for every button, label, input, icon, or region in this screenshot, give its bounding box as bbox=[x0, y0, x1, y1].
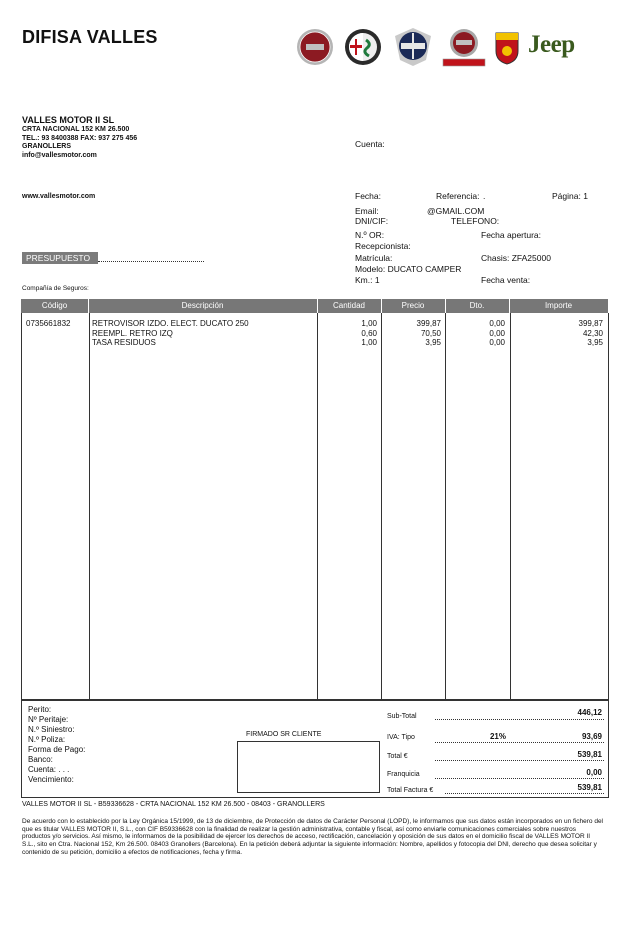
brand-title: DIFISA VALLES bbox=[22, 27, 158, 47]
fiat-professional-logo-icon bbox=[442, 28, 486, 68]
brand-logos bbox=[296, 26, 596, 72]
lancia-logo-icon bbox=[392, 26, 434, 68]
perito-label: Perito: bbox=[28, 705, 52, 714]
company-city: GRANOLLERS bbox=[22, 143, 71, 150]
total-factura-value: 539,81 bbox=[577, 783, 602, 792]
company-address: CRTA NACIONAL 152 KM 26.500 bbox=[22, 126, 130, 133]
pagina-label: Página: 1 bbox=[552, 191, 588, 201]
presupuesto-dotted-line bbox=[98, 261, 204, 262]
modelo-label: Modelo: DUCATO CAMPER bbox=[355, 264, 462, 274]
vencimiento-label: Vencimiento: bbox=[28, 775, 74, 784]
referencia-label: Referencia: bbox=[436, 191, 480, 201]
company-footer-line: VALLES MOTOR II SL - B59336628 - CRTA NACIONAL 152 KM 26.500 - 08403 - GRANOLLERS bbox=[22, 801, 325, 808]
subtotal-label: Sub-Total bbox=[387, 713, 417, 720]
cuenta-label: Cuenta: bbox=[355, 139, 385, 149]
row-cantidad: 1,00 bbox=[361, 338, 377, 347]
row-codigo: 0735661832 bbox=[26, 319, 71, 328]
row-importe: 399,87 bbox=[578, 319, 603, 328]
total-label: Total € bbox=[387, 753, 408, 760]
total-factura-label: Total Factura € bbox=[387, 787, 434, 794]
row-precio: 70,50 bbox=[420, 328, 441, 338]
fecha-venta-label: Fecha venta: bbox=[481, 275, 531, 285]
header-codigo: Código bbox=[41, 301, 68, 310]
peritaje-label: Nº Peritaje: bbox=[28, 715, 69, 724]
recepcionista-label: Recepcionista: bbox=[355, 241, 411, 251]
iva-label: IVA: Tipo bbox=[387, 734, 415, 741]
fiat-logo-icon bbox=[296, 28, 334, 66]
header-dto: Dto. bbox=[469, 301, 485, 310]
header-precio: Precio bbox=[401, 301, 425, 310]
row-dto: 0,00 bbox=[489, 319, 505, 328]
row-descripcion: TASA RESIDUOS bbox=[92, 338, 156, 347]
row-cantidad: 0,60 bbox=[361, 328, 377, 338]
row-dto: 0,00 bbox=[489, 328, 505, 338]
company-phones: TEL.: 93 8400388 FAX: 937 275 456 bbox=[22, 134, 138, 142]
signature-box bbox=[237, 741, 380, 793]
row-importe: 3,95 bbox=[587, 338, 603, 347]
dni-label: DNI/CIF: bbox=[355, 216, 389, 226]
banco-label: Banco: bbox=[28, 755, 53, 764]
km-label: Km.: 1 bbox=[355, 275, 380, 285]
row-cantidad: 1,00 bbox=[361, 319, 377, 328]
alfa-romeo-logo-icon bbox=[344, 28, 382, 66]
cuenta-footer-label: Cuenta: . . . bbox=[28, 765, 70, 774]
company-block bbox=[22, 115, 137, 160]
seguros-label: Compañía de Seguros: bbox=[22, 285, 89, 292]
subtotal-value: 446,12 bbox=[577, 708, 602, 717]
nor-label: N.º OR: bbox=[355, 230, 385, 240]
matricula-label: Matrícula: bbox=[355, 253, 393, 263]
row-precio: 399,87 bbox=[416, 319, 441, 328]
franquicia-value: 0,00 bbox=[586, 768, 602, 777]
forma-pago-label: Forma de Pago: bbox=[28, 745, 86, 754]
table-header bbox=[21, 299, 608, 313]
signature-label: FIRMADO SR CLIENTE bbox=[246, 731, 322, 738]
company-email[interactable]: info@vallesmotor.com bbox=[22, 151, 97, 159]
poliza-label: N.º Poliza: bbox=[28, 735, 66, 744]
header-descripcion: Descripción bbox=[181, 301, 224, 310]
iva-rate: 21% bbox=[489, 732, 506, 741]
row-dto: 0,00 bbox=[489, 338, 505, 347]
header-cantidad: Cantidad bbox=[332, 301, 366, 310]
referencia-value: . bbox=[483, 191, 486, 201]
company-name: VALLES MOTOR II SL bbox=[22, 115, 115, 125]
company-website[interactable]: www.vallesmotor.com bbox=[22, 193, 96, 200]
telefono-label: TELEFONO: bbox=[451, 216, 500, 226]
row-precio: 3,95 bbox=[425, 338, 441, 347]
siniestro-label: N.º Siniestro: bbox=[28, 725, 75, 734]
presupuesto-badge: PRESUPUESTO bbox=[22, 252, 98, 264]
legal-notice: De acuerdo con lo establecido por la Ley Orgánica 15/1999, de 13 de diciembre, de Protección de datos de Carácter Personal (LOPD), le informamos que sus datos están incorporados en un fichero del que es titular VALLES MOTOR II, S.L., con CIF B59336628 con la finalidad de realizar la gestión administrativa, contable y fiscal, así como enviarle comunicaciones comerciales sobre nuestros productos y/o servicios. Así mismo, le informamos de la posibilidad de ejercer los derechos de acceso, rectificación, cancelación y oposición de sus datos en el domicilio fiscal de VALLES MOTOR II S.L., sito en Ctra. Nacional 152, Km 26.500. 08403 Granollers (Barcelona). En la petición deberá adjuntar la siguiente información: Nombre, apellidos y fotocopia del DNI, derecho que desea solicitar y contenido de su petición, domicilio a efectos de notificaciones, fecha y firma. bbox=[22, 818, 604, 856]
fecha-label: Fecha: bbox=[355, 191, 381, 201]
iva-value: 93,69 bbox=[581, 732, 602, 741]
row-descripcion: RETROVISOR IZDO. ELECT. DUCATO 250 bbox=[92, 319, 249, 328]
total-value: 539,81 bbox=[577, 750, 602, 759]
chasis-label: Chasis: ZFA25000 bbox=[481, 253, 551, 263]
row-descripcion: REEMPL. RETRO IZQ bbox=[92, 328, 173, 338]
jeep-logo-icon: Jeep bbox=[528, 31, 575, 58]
header-importe: Importe bbox=[544, 301, 573, 310]
email-label: Email: bbox=[355, 206, 379, 216]
footer-left-labels bbox=[28, 705, 85, 785]
email-value: @GMAIL.COM bbox=[427, 206, 485, 216]
fecha-apertura-label: Fecha apertura: bbox=[481, 230, 542, 240]
table-body bbox=[21, 313, 609, 700]
franquicia-label: Franquicia bbox=[387, 771, 420, 778]
row-importe: 42,30 bbox=[582, 328, 603, 338]
abarth-logo-icon bbox=[494, 31, 520, 65]
